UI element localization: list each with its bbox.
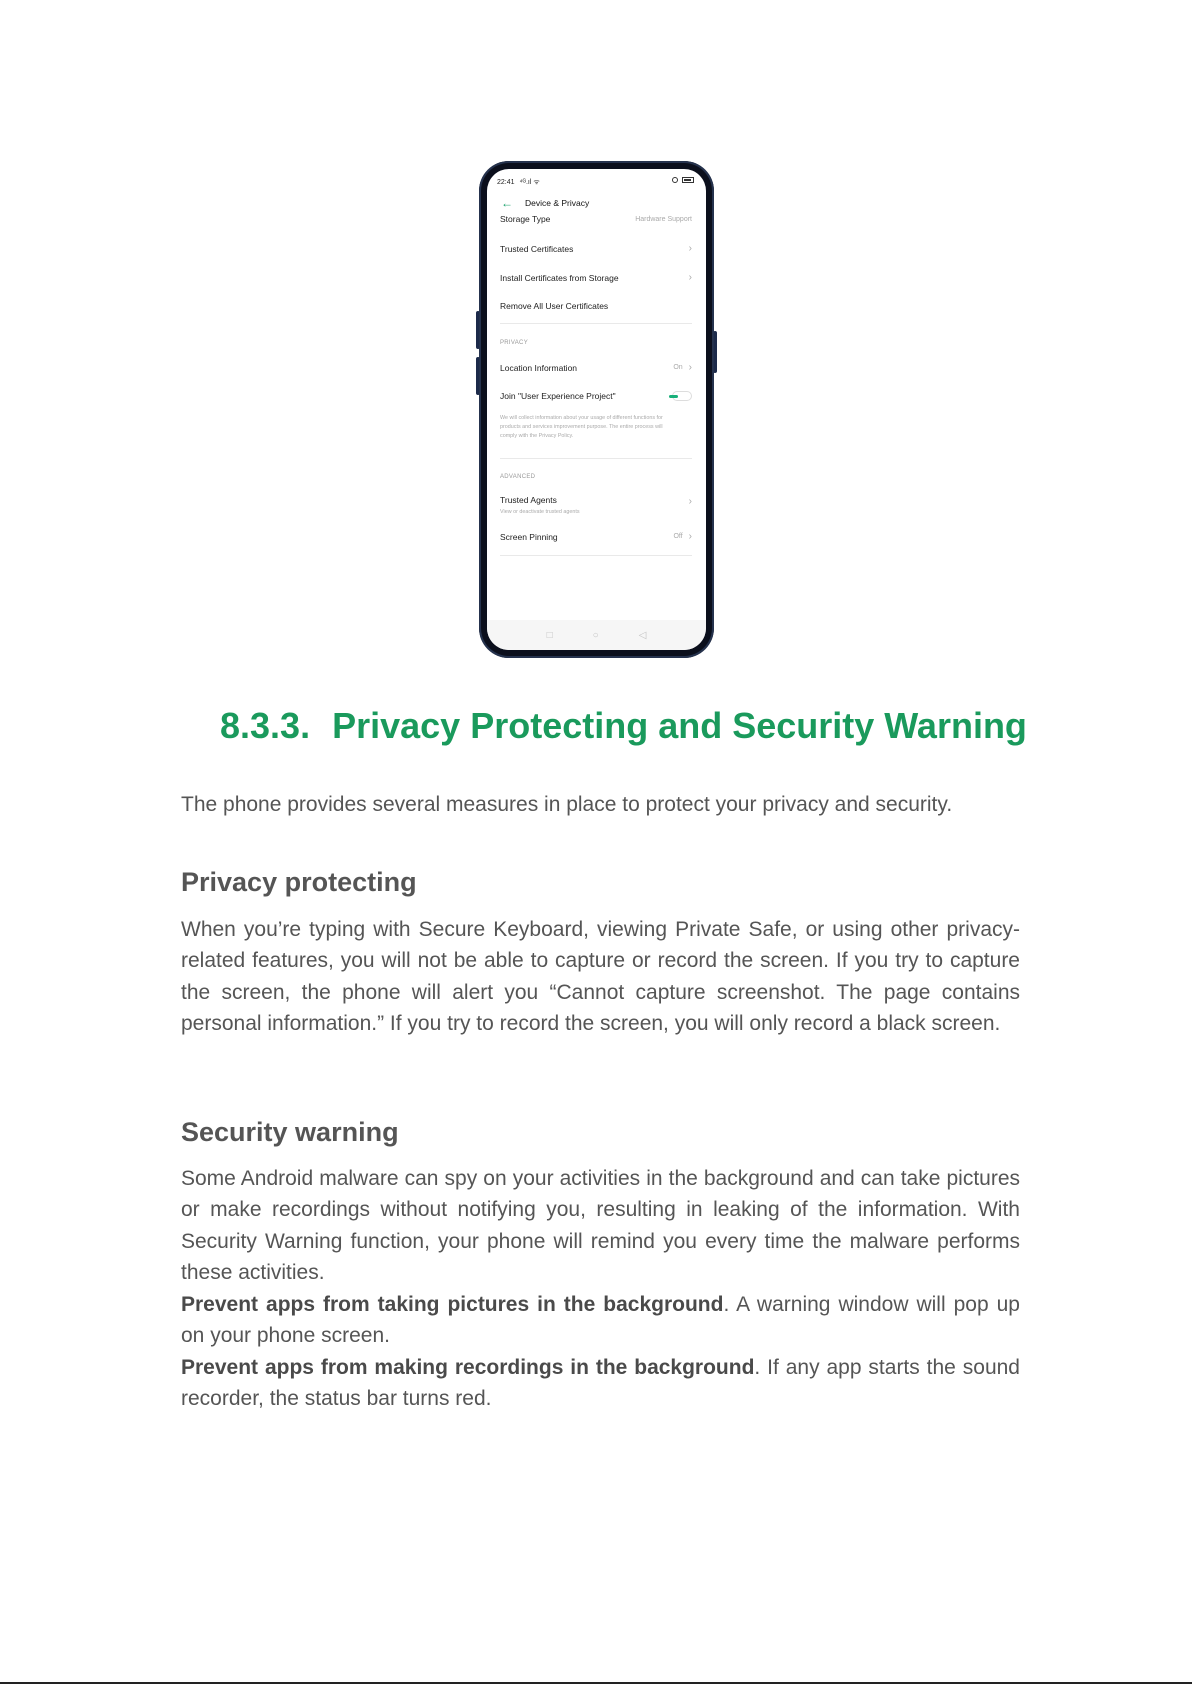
chevron-right-icon: ›	[688, 362, 692, 373]
section-number: 8.3.3.	[220, 705, 311, 746]
user-experience-toggle[interactable]	[672, 391, 692, 401]
screen-title: Device & Privacy	[525, 198, 590, 208]
row-install-certificates[interactable]	[500, 272, 692, 283]
section-title: Privacy Protecting and Security Warning	[332, 705, 1027, 746]
section-heading	[220, 705, 1027, 747]
chevron-right-icon: ›	[688, 496, 692, 507]
prevent-recordings-text: . If any app starts the sound recorder, the status bar turns red.	[181, 1356, 1020, 1411]
prevent-recordings-bold: Prevent apps from making recordings in the background	[181, 1356, 755, 1379]
row-label: Screen Pinning	[500, 531, 558, 542]
row-remove-certificates[interactable]	[500, 301, 692, 311]
row-value: On	[673, 364, 683, 371]
divider	[500, 323, 692, 324]
status-time: 22:41	[497, 179, 515, 186]
row-label: Trusted Certificates	[500, 243, 574, 254]
back-arrow-icon[interactable]: ←	[501, 196, 513, 210]
row-value: Hardware Support	[635, 215, 692, 223]
prevent-pictures-text: . A warning window will pop up on your phone screen.	[181, 1293, 1020, 1348]
row-value-group	[673, 362, 692, 373]
row-user-experience[interactable]	[500, 391, 692, 401]
intro-paragraph: The phone provides several measures in place to protect your privacy and security.	[181, 793, 953, 816]
section-label-privacy: PRIVACY	[500, 340, 528, 346]
chevron-right-icon: ›	[688, 531, 692, 542]
row-label: Trusted Agents	[500, 495, 557, 505]
recents-icon[interactable]: □	[546, 629, 553, 641]
row-location-information[interactable]	[500, 362, 692, 373]
battery-icon	[682, 177, 694, 183]
phone-screenshot	[479, 161, 714, 658]
status-icons	[672, 177, 694, 183]
phone-frame	[479, 161, 714, 658]
security-warning-heading: Security warning	[181, 1117, 399, 1147]
row-label: Join "User Experience Project"	[500, 391, 616, 401]
chevron-right-icon: ›	[688, 243, 692, 254]
section-label-advanced: ADVANCED	[500, 474, 536, 480]
phone-screen	[487, 169, 706, 650]
row-label: Install Certificates from Storage	[500, 272, 619, 283]
app-bar	[501, 197, 589, 209]
prevent-pictures-bold: Prevent apps from taking pictures in the background	[181, 1293, 724, 1316]
row-sublabel: View or deactivate trusted agents	[500, 509, 580, 515]
privacy-note: We will collect information about your usage of different functions for products and services improvement purpose. The entire process will comply with the Privacy Policy.	[500, 415, 663, 439]
back-triangle-icon[interactable]: ◁	[638, 629, 647, 641]
footer-rule	[0, 1682, 1192, 1684]
divider	[500, 458, 692, 459]
signal-icon: ⁴ᴳ.ıl ᯤ	[519, 179, 540, 186]
prevent-recordings-paragraph	[181, 1352, 1020, 1415]
privacy-protecting-paragraph: When you’re typing with Secure Keyboard, viewing Private Safe, or using other privacy-related features, you will not be able to capture or record the screen. If you try to capture the screen, the phone will alert you “Cannot capture screenshot. The page contains personal information.” If you try to record the screen, you will only record a black screen.	[181, 918, 1020, 1036]
row-storage-type	[500, 214, 692, 224]
privacy-protecting-heading: Privacy protecting	[181, 867, 417, 897]
security-warning-paragraph: Some Android malware can spy on your activities in the background and can take pictures or make recordings without notifying you, resulting in leaking of the information. With Security Warning function, your phone will remind you every time the malware performs these activities.	[181, 1167, 1020, 1285]
camera-indicator-icon	[672, 177, 678, 183]
nav-bar	[487, 620, 706, 650]
row-trusted-certificates[interactable]	[500, 243, 692, 254]
home-icon[interactable]: ○	[592, 629, 599, 641]
row-value-group	[673, 531, 692, 542]
prevent-pictures-paragraph	[181, 1289, 1020, 1352]
row-label: Location Information	[500, 362, 578, 373]
row-value: Off	[673, 533, 683, 540]
row-screen-pinning[interactable]	[500, 531, 692, 542]
row-label: Remove All User Certificates	[500, 301, 609, 311]
row-trusted-agents[interactable]	[500, 495, 692, 505]
chevron-right-icon: ›	[688, 272, 692, 283]
status-bar	[497, 178, 540, 187]
row-label: Storage Type	[500, 214, 551, 224]
divider	[500, 555, 692, 556]
